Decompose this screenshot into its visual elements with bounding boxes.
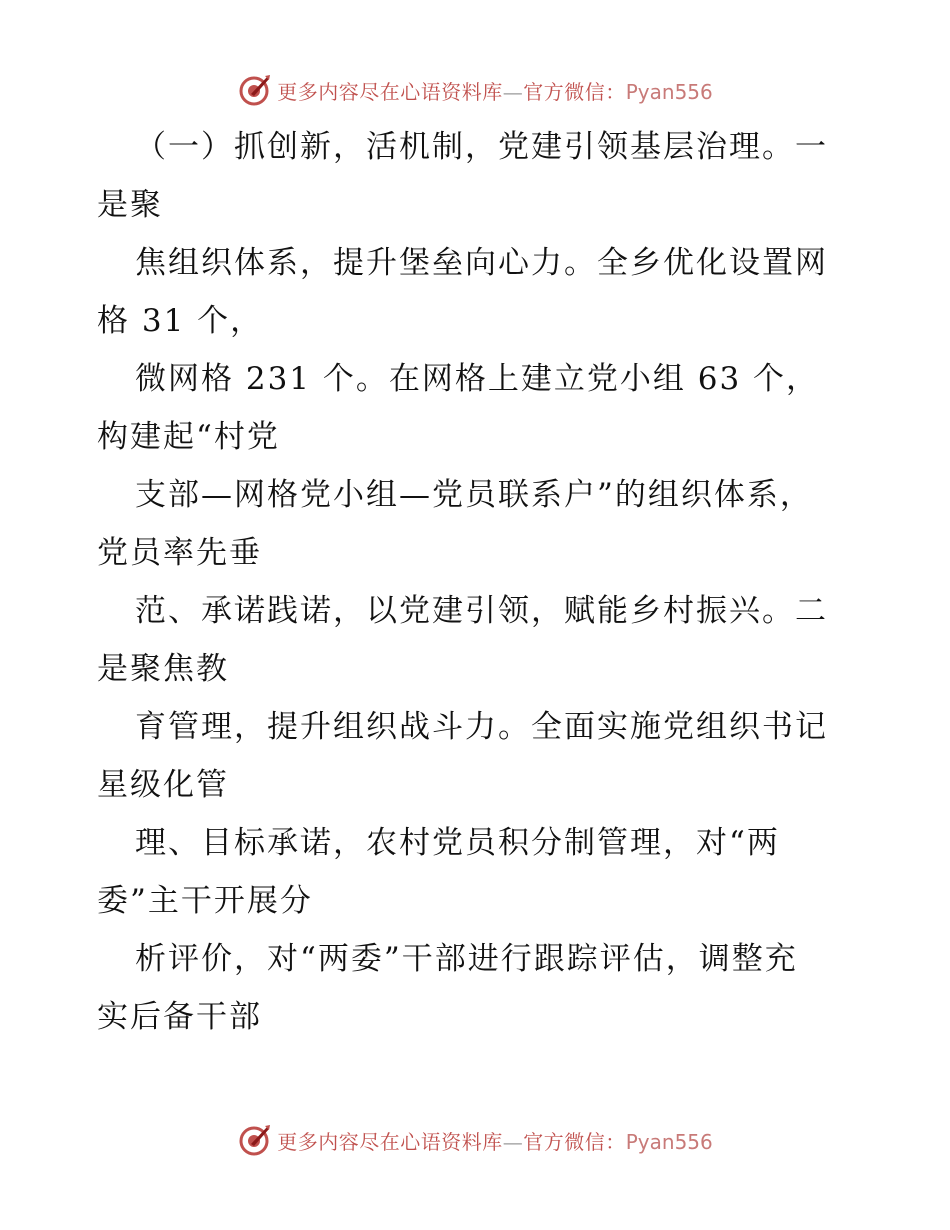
body-line-7: 支部—网格党小组—党员联系户”的组织体系， [135, 477, 813, 513]
header-banner-text [277, 76, 713, 105]
body-line-11: 育管理，提升组织战斗力。全面实施党组织书记 [135, 709, 828, 745]
body-line-9: 范、承诺践诺，以党建引领，赋能乡村振兴。二 [135, 593, 828, 629]
footer-contact-label: 官方微信： [523, 1129, 626, 1154]
body-line-5: 微网格 231 个。在网格上建立党小组 63 个， [135, 361, 820, 397]
document-body [97, 118, 857, 1046]
body-line-3: 焦组织体系，提升堡垒向心力。全乡优化设置网 [135, 245, 828, 281]
header-separator: — [502, 79, 524, 104]
body-line-12: 星级化管 [97, 767, 229, 803]
body-line-6: 构建起“村党 [97, 419, 280, 455]
body-line-2: 是聚 [97, 187, 163, 223]
footer-contact-id: Pyan556 [625, 1129, 713, 1154]
quill-pen-logo-icon [237, 1123, 271, 1157]
header-contact-label: 官方微信： [523, 79, 626, 104]
header-contact-id: Pyan556 [625, 79, 713, 104]
body-line-14: 委”主干开展分 [97, 883, 313, 919]
body-line-10: 是聚焦教 [97, 651, 229, 687]
footer-banner [0, 1120, 950, 1160]
footer-separator: — [502, 1129, 524, 1154]
footer-banner-text [277, 1126, 713, 1155]
body-line-4: 格 31 个， [97, 303, 264, 339]
footer-site-name: 更多内容尽在心语资料库 [277, 1129, 503, 1154]
body-line-16: 实后备干部 [97, 999, 262, 1035]
body-line-13: 理、目标承诺，农村党员积分制管理，对“两 [135, 825, 780, 861]
quill-pen-logo-icon [237, 73, 271, 107]
body-line-8: 党员率先垂 [97, 535, 262, 571]
header-banner [0, 70, 950, 110]
body-line-1: （一）抓创新，活机制，党建引领基层治理。一 [135, 129, 828, 165]
header-site-name: 更多内容尽在心语资料库 [277, 79, 503, 104]
body-line-15: 析评价，对“两委”干部进行跟踪评估，调整充 [135, 941, 798, 977]
